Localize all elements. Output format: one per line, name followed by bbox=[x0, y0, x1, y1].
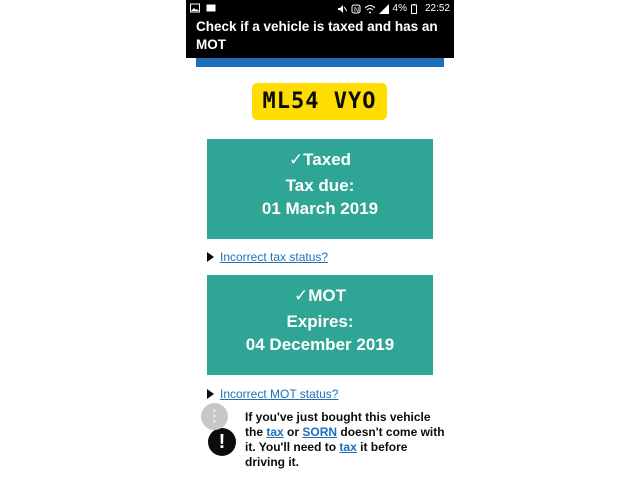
svg-text:N: N bbox=[353, 6, 359, 14]
sorn-link[interactable]: SORN bbox=[302, 425, 338, 439]
more-options-icon[interactable]: ⋮ bbox=[201, 403, 228, 430]
warning-text: If you've just bought this vehicle the tax or SORN doesn't come with it. You'll need to tax it before driving it. bbox=[245, 410, 445, 469]
mot-status-panel bbox=[207, 275, 433, 375]
wifi-icon bbox=[365, 4, 375, 14]
header-accent-bar bbox=[196, 58, 444, 67]
tax-status-details[interactable] bbox=[207, 250, 328, 264]
nfc-icon bbox=[351, 4, 361, 14]
clock: 22:52 bbox=[424, 3, 450, 14]
gallery-icon bbox=[190, 3, 200, 13]
mot-expires-label: Expires: bbox=[286, 312, 354, 331]
status-bar bbox=[186, 0, 454, 18]
registration-plate: ML54 VYO bbox=[252, 83, 387, 120]
mot-status: ✓MOT bbox=[293, 286, 346, 305]
expand-triangle-icon bbox=[207, 389, 214, 399]
tax-due-label: Tax due: bbox=[285, 176, 355, 195]
page-title: Check if a vehicle is taxed and has an MOT bbox=[196, 19, 438, 52]
tax-link[interactable]: tax bbox=[266, 425, 284, 439]
incorrect-tax-status-link[interactable]: Incorrect tax status? bbox=[220, 250, 329, 264]
tax-link-2[interactable]: tax bbox=[339, 440, 357, 454]
signal-icon bbox=[379, 4, 389, 14]
mute-icon bbox=[337, 4, 347, 14]
mot-expiry-date: 04 December 2019 bbox=[245, 335, 395, 354]
tax-status: ✓Taxed bbox=[288, 150, 352, 169]
tax-due-date: 01 March 2019 bbox=[261, 199, 379, 218]
expand-triangle-icon bbox=[207, 252, 214, 262]
page-header bbox=[186, 18, 454, 58]
battery-icon bbox=[411, 4, 421, 14]
tax-status-panel bbox=[207, 139, 433, 239]
incorrect-mot-status-link[interactable]: Incorrect MOT status? bbox=[220, 387, 339, 401]
battery-percent: 4% bbox=[392, 3, 407, 14]
image-icon bbox=[206, 3, 216, 13]
warning-icon: ! bbox=[208, 428, 236, 456]
mot-status-details[interactable] bbox=[207, 387, 338, 401]
phone-screen bbox=[186, 0, 454, 480]
